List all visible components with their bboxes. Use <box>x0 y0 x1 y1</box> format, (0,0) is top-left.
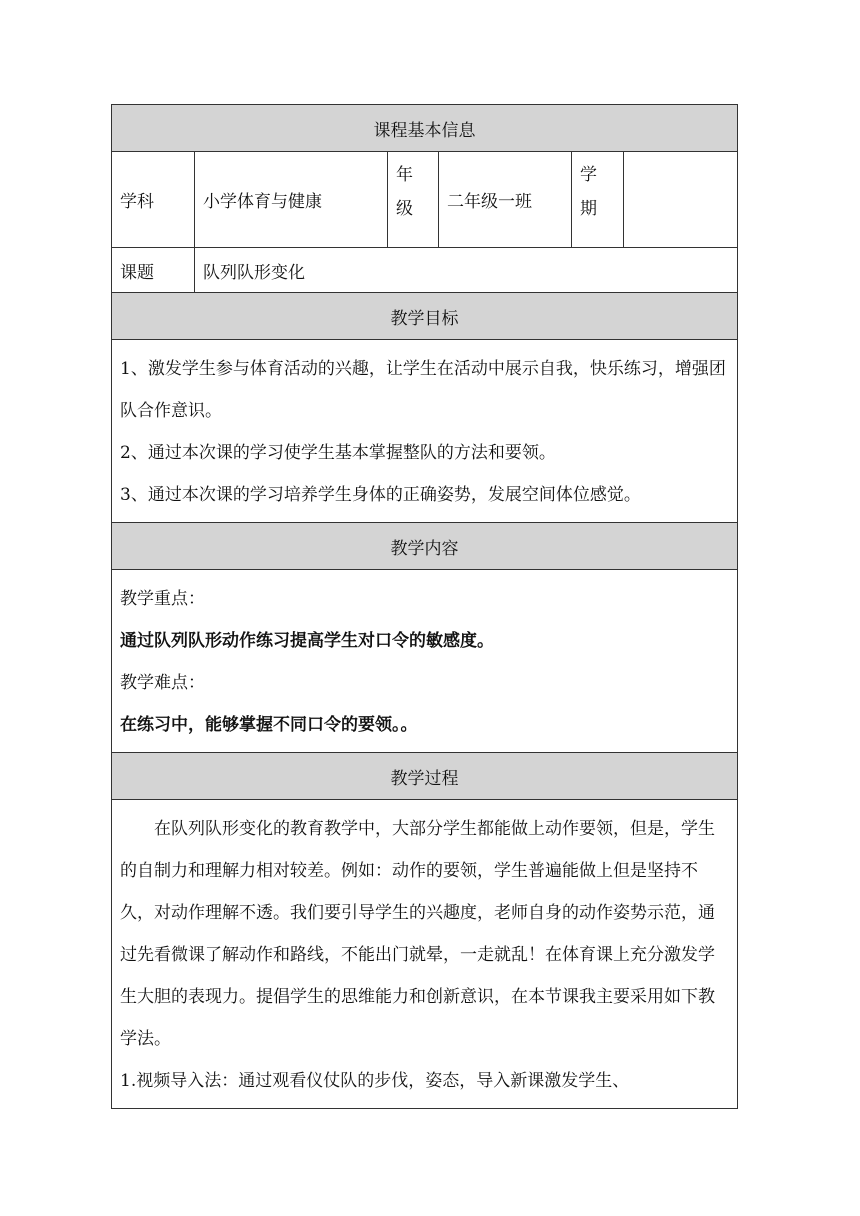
goal-item: 2、通过本次课的学习使学生基本掌握整队的方法和要领。 <box>120 443 556 463</box>
content-body <box>112 570 738 753</box>
difficulty-text: 在练习中，能够掌握不同口令的要领。。 <box>120 715 418 735</box>
section-header-content: 教学内容 <box>112 523 738 570</box>
grade-value: 二年级一班 <box>439 152 572 248</box>
term-label-line-1: 学 <box>580 165 597 185</box>
term-label-line-2: 期 <box>580 199 597 219</box>
key-point-label: 教学重点： <box>120 589 205 609</box>
goals-body <box>112 340 738 523</box>
topic-label: 课题 <box>112 248 195 293</box>
process-body <box>112 800 738 1109</box>
lesson-plan-table <box>111 104 738 1109</box>
term-label <box>572 152 624 248</box>
process-paragraph: 在队列队形变化的教育教学中，大部分学生都能做上动作要领，但是，学生的自制力和理解力相对较差。例如：动作的要领，学生普遍能做上但是坚持不久，对动作理解不透。我们要引导学生的兴趣度，老师自身的动作姿势示范，通过先看微课了解动作和路线，不能出门就晕，一走就乱！在体育课上充分激发学生大胆的表现力。提倡学生的思维能力和创新意识，在本节课我主要采用如下教学法。 <box>120 819 715 1049</box>
subject-value: 小学体育与健康 <box>195 152 388 248</box>
subject-label: 学科 <box>112 152 195 248</box>
section-header-basic-info: 课程基本信息 <box>112 105 738 152</box>
key-point-text: 通过队列队形动作练习提高学生对口令的敏感度。 <box>120 631 494 651</box>
grade-label-line-2: 级 <box>396 199 413 219</box>
process-item: 1.视频导入法：通过观看仪仗队的步伐，姿态，导入新课激发学生、 <box>120 1071 630 1091</box>
term-value <box>624 152 738 248</box>
grade-label <box>388 152 439 248</box>
topic-value: 队列队形变化 <box>195 248 738 293</box>
section-header-goals: 教学目标 <box>112 293 738 340</box>
difficulty-label: 教学难点： <box>120 673 205 693</box>
goal-item: 1、激发学生参与体育活动的兴趣，让学生在活动中展示自我，快乐练习，增强团队合作意识。 <box>120 359 726 421</box>
goal-item: 3、通过本次课的学习培养学生身体的正确姿势，发展空间体位感觉。 <box>120 485 641 505</box>
grade-label-line-1: 年 <box>396 165 413 185</box>
lesson-plan-document <box>111 104 737 1109</box>
section-header-process: 教学过程 <box>112 753 738 800</box>
